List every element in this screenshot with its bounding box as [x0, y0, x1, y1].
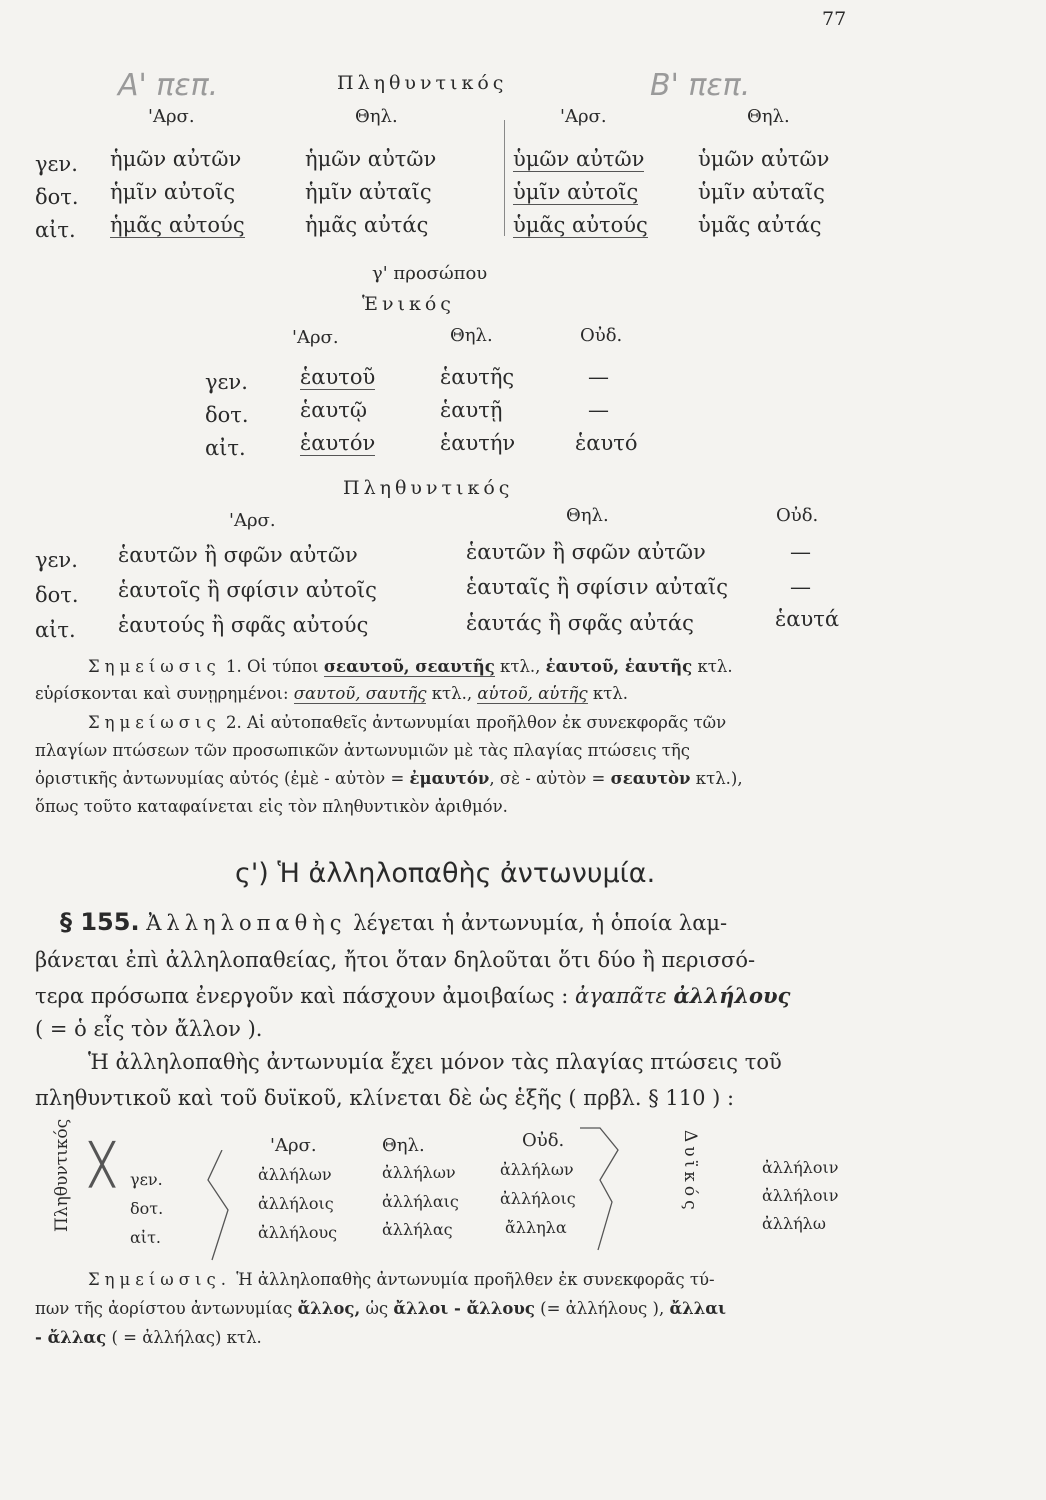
- table-cell: ἑαυτῶν ἢ σφῶν αὐτῶν: [466, 540, 706, 564]
- col-header: Θηλ.: [566, 505, 609, 526]
- table-cell: ἡμῖν αὐτοῖς: [110, 180, 236, 204]
- col-header: 'Αρσ.: [560, 106, 607, 127]
- table-cell: ἑαυτῷ: [300, 398, 367, 422]
- table-cell: ἑαυτάς ἢ σφᾶς αὐτάς: [466, 611, 694, 635]
- third-person-title: γ' προσώπου: [372, 263, 488, 284]
- table-cell: ἑαυτῇ: [440, 398, 503, 422]
- note-label: Σημείωσις: [88, 713, 221, 732]
- table-cell: ἀλλήλοις: [258, 1194, 334, 1213]
- case-label: γεν.: [35, 152, 78, 176]
- note-3-line-2: πων τῆς ἀορίστου ἀντωνυμίας ἄλλος, ὡς ἄλλοι - ἄλλους (= ἀλλήλους ), ἄλλαι: [35, 1299, 726, 1318]
- cross-mark: ╳: [90, 1142, 115, 1188]
- case-label: γεν.: [35, 548, 78, 572]
- table-cell: ἑαυτῆς: [440, 365, 515, 389]
- table-cell: ἀλλήλαις: [382, 1192, 459, 1211]
- col-header: Θηλ.: [382, 1135, 425, 1156]
- table-cell: —: [790, 575, 811, 599]
- col-header: Θηλ.: [747, 106, 790, 127]
- table-cell: ἀλλήλω: [762, 1214, 826, 1233]
- table-cell: ἑαυτοῦ: [300, 365, 376, 389]
- note-label: Σημείωσις.: [88, 1270, 231, 1289]
- table-cell: —: [588, 398, 609, 422]
- plural-title: Πληθυντικός: [337, 72, 508, 94]
- table-cell: ἀλλήλων: [258, 1165, 332, 1184]
- table-cell: ὑμᾶς αὐτάς: [698, 213, 822, 237]
- table-cell: ἡμῶν αὐτῶν: [110, 147, 242, 171]
- table-cell: ἄλληλα: [505, 1218, 567, 1237]
- table-cell: ἀλλήλοιν: [762, 1186, 839, 1205]
- singular-title: Ἑνικός: [362, 293, 455, 315]
- case-label: δοτ.: [35, 185, 79, 209]
- section-heading: ς') Ἡ ἀλληλοπαθὴς ἀντωνυμία.: [235, 858, 656, 889]
- paragraph-line-6: πληθυντικοῦ καὶ τοῦ δυϊκοῦ, κλίνεται δὲ ὡς ἑξῆς ( πρβλ. § 110 ) :: [35, 1086, 735, 1110]
- page-number: 77: [822, 8, 847, 30]
- note-1-line-2: εὑρίσκονται καὶ συνῃρημένοι: σαυτοῦ, σαυτῆς κτλ., αὑτοῦ, αὑτῆς κτλ.: [35, 684, 628, 703]
- col-header: Θηλ.: [355, 106, 398, 127]
- case-label: αἰτ.: [35, 218, 76, 242]
- case-label: δοτ.: [35, 583, 79, 607]
- case-label: γεν.: [130, 1170, 163, 1189]
- plural-side-label: Πληθυντικός: [52, 1118, 72, 1232]
- table-cell: ἀλλήλοιν: [762, 1158, 839, 1177]
- col-header: 'Αρσ.: [292, 327, 339, 348]
- case-label: αἰτ.: [35, 618, 76, 642]
- table-cell: ὑμῶν αὐτῶν: [698, 147, 830, 171]
- note-2-line-4: ὅπως τοῦτο καταφαίνεται εἰς τὸν πληθυντικὸν ἀριθμόν.: [35, 797, 508, 816]
- table-cell: ἀλλήλας: [382, 1220, 453, 1239]
- col-header: 'Αρσ.: [148, 106, 195, 127]
- table-cell: ἑαυταῖς ἢ σφίσιν αὐταῖς: [466, 575, 728, 599]
- case-label: γεν.: [205, 370, 248, 394]
- col-header: Οὐδ.: [776, 505, 819, 526]
- table-cell: ἑαυτήν: [440, 431, 516, 455]
- col-header: Οὐδ.: [580, 325, 623, 346]
- table-cell: ἀλλήλοις: [500, 1189, 576, 1208]
- case-label: αἰτ.: [205, 436, 246, 460]
- col-header: Οὐδ.: [522, 1130, 565, 1151]
- table-cell: ἑαυτά: [775, 607, 840, 631]
- right-brace: [580, 1120, 630, 1260]
- table-cell: —: [588, 365, 609, 389]
- note-3-line-3: - ἄλλας ( = ἀλλήλας) κτλ.: [35, 1328, 262, 1347]
- note-2-line-3: ὁριστικῆς ἀντωνυμίας αὐτός (ἐμὲ - αὐτὸν = ἐμαυτόν, σὲ - αὐτὸν = σεαυτὸν κτλ.),: [35, 769, 743, 788]
- paragraph-line-4: ( = ὁ εἷς τὸν ἄλλον ).: [35, 1017, 263, 1041]
- table-cell: ὑμῖν αὐτοῖς: [513, 180, 639, 204]
- note-2-line-2: πλαγίων πτώσεων τῶν προσωπικῶν ἀντωνυμιῶν μὲ τὰς πλαγίας πτώσεις τῆς: [35, 741, 691, 760]
- paragraph-line-3: τερα πρόσωπα ἐνεργοῦν καὶ πάσχουν ἀμοιβαίως : ἀγαπᾶτε ἀλλήλους: [35, 983, 791, 1008]
- table-cell: ἑαυτούς ἢ σφᾶς αὐτούς: [118, 613, 369, 637]
- note-label: Σημείωσις: [88, 657, 221, 676]
- paragraph-line-5: Ἡ ἀλληλοπαθὴς ἀντωνυμία ἔχει μόνον τὰς πλαγίας πτώσεις τοῦ: [88, 1050, 782, 1074]
- paragraph-line-1: § 155. Ἀλληλοπαθὴς λέγεται ἡ ἀντωνυμία, ἡ ὁποία λαμ-: [60, 908, 728, 936]
- case-label: δοτ.: [205, 403, 249, 427]
- table-cell: ἑαυτό: [575, 431, 638, 455]
- handwritten-note-right: Β' πεπ.: [650, 68, 751, 103]
- table-cell: ὑμῖν αὐταῖς: [698, 180, 825, 204]
- table-cell: ὑμᾶς αὐτούς: [513, 213, 648, 237]
- col-header: 'Αρσ.: [229, 510, 276, 531]
- table-cell: ἑαυτοῖς ἢ σφίσιν αὐτοῖς: [118, 578, 377, 602]
- table-cell: ἀλλήλους: [258, 1223, 338, 1242]
- note-1-line-1: Σημείωσις 1. Οἱ τύποι σεαυτοῦ, σεαυτῆς κτλ., ἑαυτοῦ, ἑαυτῆς κτλ.: [88, 657, 733, 676]
- table-cell: ἀλλήλων: [382, 1163, 456, 1182]
- plural-title: Πληθυντικός: [343, 477, 514, 499]
- table-cell: —: [790, 540, 811, 564]
- table-cell: ἡμᾶς αὐτούς: [110, 213, 245, 237]
- table-cell: ὑμῶν αὐτῶν: [513, 147, 645, 171]
- table-cell: ἡμῖν αὐταῖς: [305, 180, 432, 204]
- table-cell: ἡμῶν αὐτῶν: [305, 147, 437, 171]
- paragraph-number: § 155.: [60, 908, 140, 936]
- col-header: 'Αρσ.: [270, 1135, 317, 1156]
- table-cell: ἑαυτόν: [300, 431, 376, 455]
- table-cell: ἡμᾶς αὐτάς: [305, 213, 429, 237]
- handwritten-note-left: Α' πεπ.: [118, 68, 219, 103]
- case-label: δοτ.: [130, 1199, 164, 1218]
- table-cell: ἀλλήλων: [500, 1160, 574, 1179]
- case-label: αἰτ.: [130, 1228, 162, 1247]
- table-cell: ἑαυτῶν ἢ σφῶν αὐτῶν: [118, 543, 358, 567]
- left-brace: [200, 1150, 240, 1265]
- note-2-line-1: Σημείωσις 2. Αἱ αὐτοπαθεῖς ἀντωνυμίαι προῆλθον ἐκ συνεκφορᾶς τῶν: [88, 713, 727, 732]
- note-3-line-1: Σημείωσις. Ἡ ἀλληλοπαθὴς ἀντωνυμία προῆλθεν ἐκ συνεκφορᾶς τύ-: [88, 1270, 715, 1289]
- paragraph-line-2: βάνεται ἐπὶ ἀλληλοπαθείας, ἤτοι ὅταν δηλοῦται ὅτι δύο ἢ περισσό-: [35, 948, 756, 972]
- dual-side-label: Δυϊκός: [680, 1130, 700, 1214]
- col-header: Θηλ.: [450, 325, 493, 346]
